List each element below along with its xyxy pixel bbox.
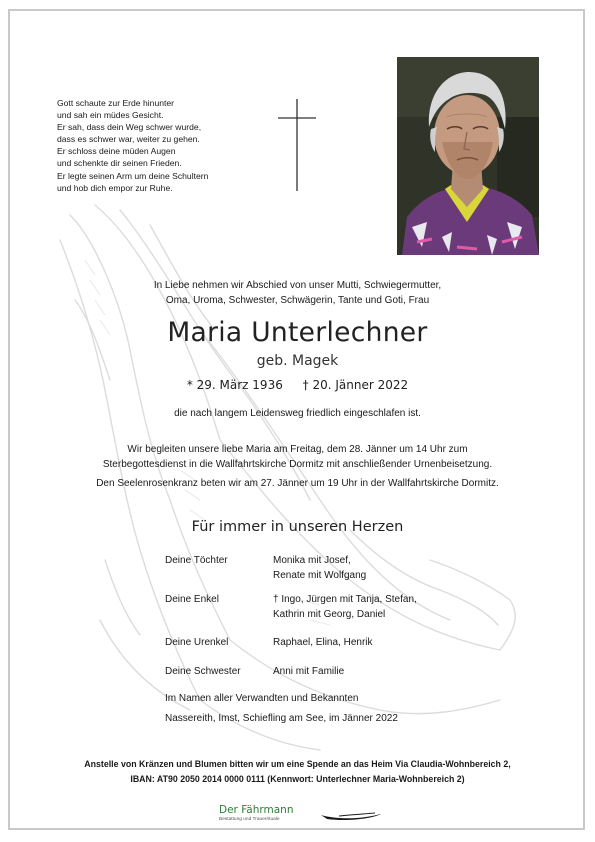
closing-line: Im Namen aller Verwandten und Bekannten (165, 693, 359, 704)
deceased-name: Maria Unterlechner (167, 317, 428, 348)
closing-line: Nassereith, Imst, Schiefling am See, im Jänner 2022 (165, 713, 398, 724)
relatives-line: Kathrin mit Georg, Daniel (273, 608, 386, 620)
relatives-line: Renate mit Wolfgang (273, 569, 367, 581)
logo-subtitle: Bestattung und Trauerrituale (219, 817, 280, 822)
life-dates (0, 378, 595, 392)
poem-line: dass es schwer war, weiter zu gehen. (57, 134, 200, 145)
donation-line: Anstelle von Kränzen und Blumen bitten wir um eine Spende an das Heim Via Claudia-Wohnbereich 2, (84, 759, 511, 769)
forever-heading: Für immer in unseren Herzen (191, 519, 404, 535)
funeral-home-logo (219, 804, 384, 826)
relatives-label: Deine Urenkel (165, 637, 229, 648)
poem (57, 97, 208, 194)
relatives-line: Anni mit Familie (273, 666, 345, 677)
death-date: † 20. Jänner 2022 (302, 378, 409, 392)
logo-name: Der Fährmann (219, 804, 294, 816)
passed-text: die nach langem Leidensweg friedlich eingeschlafen ist. (174, 408, 421, 419)
relatives-names (273, 593, 417, 622)
relatives-label: Deine Enkel (165, 594, 219, 605)
poem-line: Er sah, dass dein Weg schwer wurde, (57, 122, 202, 133)
rosary-info: Den Seelenrosenkranz beten wir am 27. Jänner um 19 Uhr in der Wallfahrtskirche Dormitz. (96, 478, 499, 489)
poem-line: und schenkte dir seinen Frieden. (57, 158, 182, 169)
donation-line: IBAN: AT90 2050 2014 0000 0111 (Kennwort: Unterlechner Maria-Wohnbereich 2) (130, 773, 465, 784)
intro-line: In Liebe nehmen wir Abschied von unser Mutti, Schwiegermutter, (153, 280, 442, 291)
relatives-label: Deine Töchter (165, 555, 228, 566)
funeral-info (0, 443, 595, 472)
maiden-name: geb. Magek (256, 353, 339, 369)
portrait-photo (397, 57, 539, 255)
relatives-names (273, 554, 366, 583)
relatives-names (273, 636, 373, 651)
donation-note (0, 757, 595, 786)
relatives-line: Monika mit Josef, (273, 555, 351, 566)
relatives-label: Deine Schwester (165, 666, 241, 677)
relatives-names (273, 665, 344, 680)
poem-line: Er legte seinen Arm um deine Schultern (57, 170, 209, 181)
birth-date: * 29. März 1936 (186, 378, 283, 392)
funeral-line: Sterbegottesdienst in die Wallfahrtskirche Dormitz mit anschließender Urnenbeisetzung. (102, 458, 493, 470)
poem-line: und hob dich empor zur Ruhe. (57, 182, 173, 193)
cross-icon (278, 99, 316, 191)
intro-text (0, 279, 595, 308)
intro-line: Oma, Uroma, Schwester, Schwägerin, Tante und Goti, Frau (165, 294, 430, 306)
poem-line: Gott schaute zur Erde hinunter (57, 98, 175, 108)
poem-line: Er schloss deine müden Augen (57, 146, 176, 157)
funeral-line: Wir begleiten unsere liebe Maria am Freitag, dem 28. Jänner um 14 Uhr zum (127, 444, 468, 455)
poem-line: und sah ein müdes Gesicht. (57, 110, 164, 121)
boat-icon (319, 807, 383, 823)
relatives-line: † Ingo, Jürgen mit Tanja, Stefan, (273, 594, 417, 605)
relatives-line: Raphael, Elina, Henrik (273, 637, 373, 648)
